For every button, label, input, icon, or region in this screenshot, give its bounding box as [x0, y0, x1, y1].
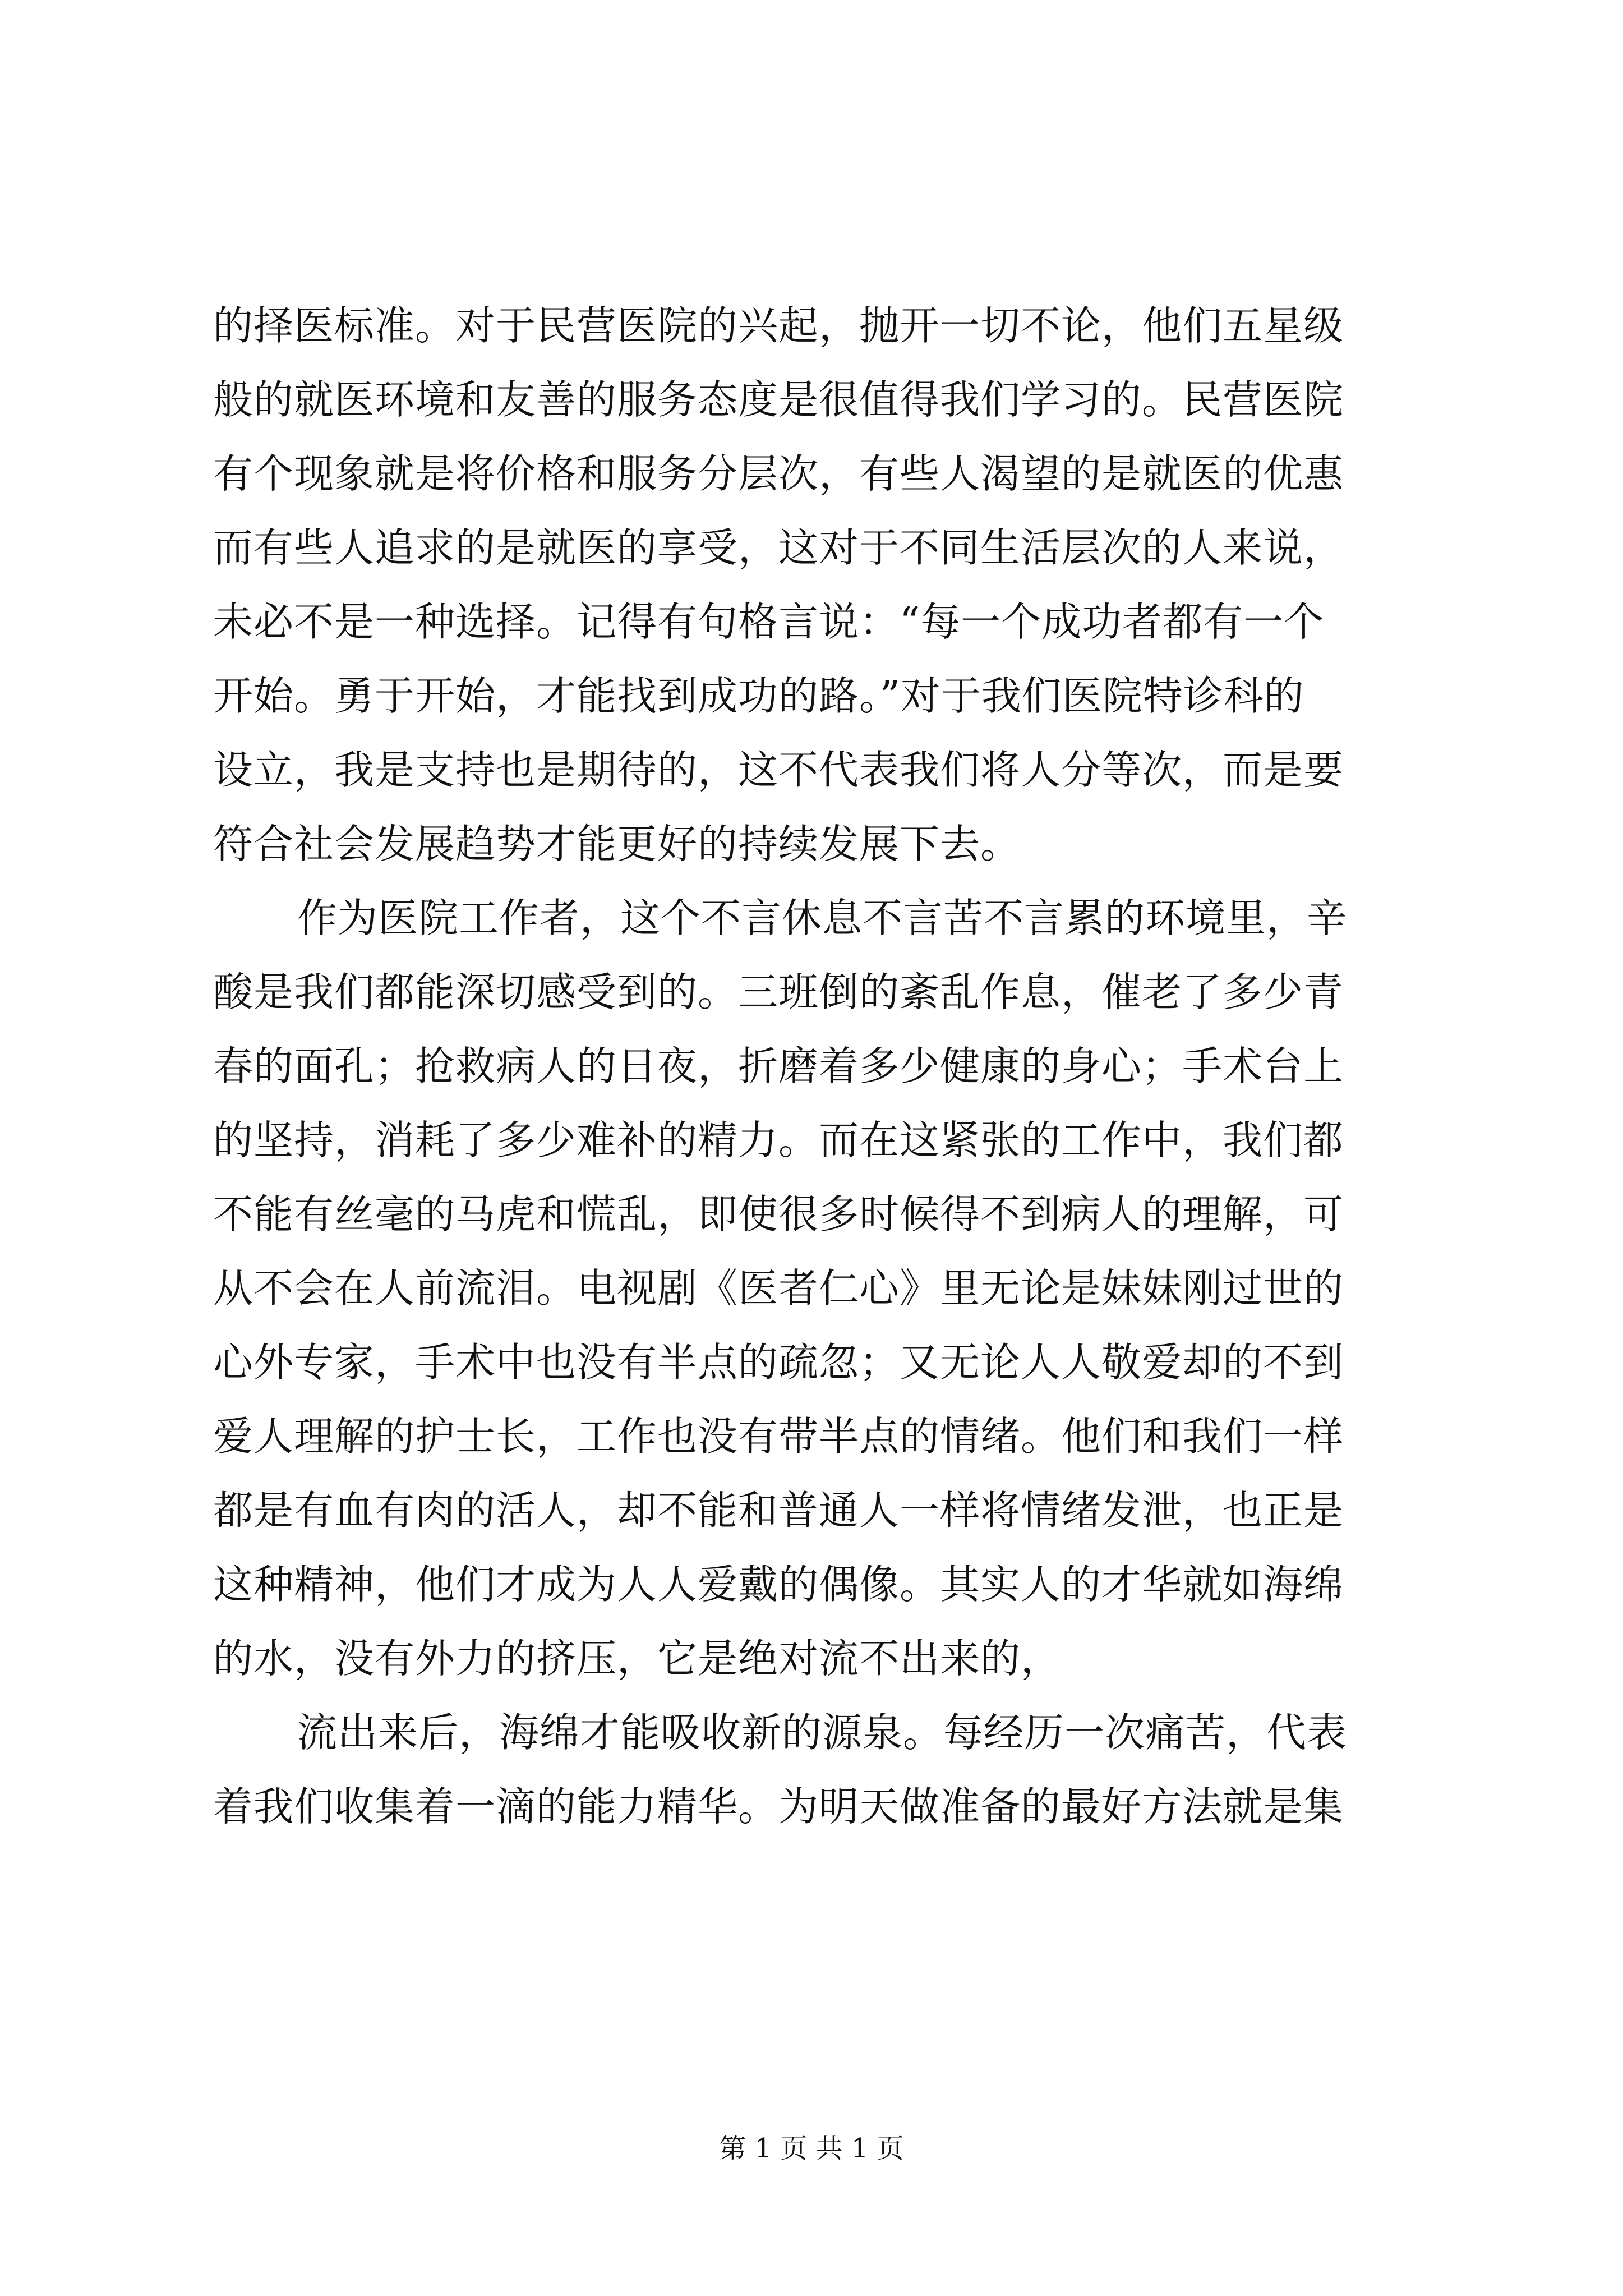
text-line: 而有些人追求的是就医的享受，这对于不同生活层次的人来说，	[213, 524, 1344, 571]
page-footer: 第 1 页 共 1 页	[719, 2133, 904, 2164]
text-line: 般的就医环境和友善的服务态度是很值得我们学习的。民营医院	[213, 376, 1344, 423]
text-line: 爱人理解的护士长，工作也没有带半点的情绪。他们和我们一样	[213, 1413, 1344, 1460]
text-line: 的坚持，消耗了多少难补的精力。而在这紧张的工作中，我们都	[213, 1117, 1344, 1163]
text-line: 未必不是一种选择。记得有句格言说：“每一个成功者都有一个	[213, 599, 1325, 645]
text-line: 酸是我们都能深切感受到的。三班倒的紊乱作息，催老了多少青	[213, 969, 1344, 1015]
text-line: 心外专家，手术中也没有半点的疏忽；又无论人人敬爱却的不到	[213, 1339, 1344, 1386]
text-line: 的水，没有外力的挤压，它是绝对流不出来的，	[213, 1635, 1062, 1682]
text-line: 春的面孔；抢救病人的日夜，折磨着多少健康的身心；手术台上	[213, 1043, 1344, 1089]
text-line: 这种精神，他们才成为人人爱戴的偶像。其实人的才华就如海绵	[213, 1561, 1344, 1608]
text-line: 符合社会发展趋势才能更好的持续发展下去。	[213, 821, 1021, 867]
text-line: 都是有血有肉的活人，却不能和普通人一样将情绪发泄，也正是	[213, 1487, 1344, 1534]
body-text	[213, 289, 1430, 1844]
text-line: 设立，我是支持也是期待的，这不代表我们将人分等次，而是要	[213, 747, 1344, 793]
text-line: 着我们收集着一滴的能力精华。为明天做准备的最好方法就是集	[213, 1783, 1344, 1830]
text-line: 不能有丝毫的马虎和慌乱，即使很多时候得不到病人的理解，可	[213, 1191, 1344, 1237]
text-line: 有个现象就是将价格和服务分层次，有些人渴望的是就医的优惠	[213, 450, 1344, 497]
text-line: 从不会在人前流泪。电视剧《医者仁心》里无论是妹妹刚过世的	[213, 1265, 1344, 1312]
text-line: 的择医标准。对于民营医院的兴起，抛开一切不论，他们五星级	[213, 302, 1344, 349]
text-line: 开始。勇于开始，才能找到成功的路。”对于我们医院特诊科的	[213, 673, 1304, 719]
paragraph-first-line: 流出来后，海绵才能吸收新的源泉。每经历一次痛苦，代表	[297, 1709, 1348, 1756]
paragraph-first-line: 作为医院工作者，这个不言休息不言苦不言累的环境里，辛	[297, 895, 1348, 941]
